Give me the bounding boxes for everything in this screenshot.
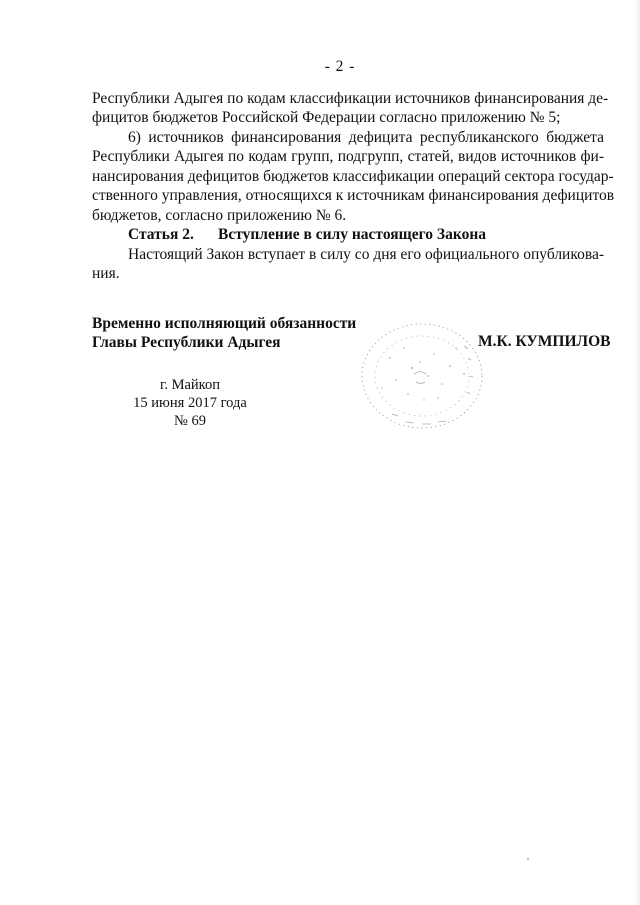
paragraph-continuation bbox=[92, 89, 609, 128]
signatory-name: М.К. КУМПИЛОВ bbox=[478, 333, 611, 350]
paragraph-line: бюджетов, согласно приложению № 6. bbox=[92, 206, 347, 224]
scan-speck bbox=[527, 858, 529, 860]
paragraph-line: Республики Адыгея по кодам классификации источников финансирования де- bbox=[92, 90, 609, 107]
article-title: Вступление в силу настоящего Закона bbox=[218, 226, 487, 243]
date-label: 15 июня 2017 года bbox=[133, 395, 247, 411]
paragraph-item-6 bbox=[92, 128, 615, 225]
page-edge-shadow bbox=[634, 0, 640, 905]
article-body bbox=[92, 245, 604, 284]
page-number: - 2 - bbox=[324, 58, 356, 75]
paragraph-line: ственного управления, относящихся к источникам финансирования дефицитов bbox=[92, 187, 615, 205]
paragraph-line: Республики Адыгея по кодам групп, подгрупп, статей, видов источников фи- bbox=[92, 148, 604, 166]
article-number: Статья 2. bbox=[128, 226, 194, 243]
paragraph-line: Настоящий Закон вступает в силу со дня его официального опубликова- bbox=[128, 246, 604, 263]
law-number: № 69 bbox=[174, 413, 206, 429]
place-date-block bbox=[130, 376, 250, 430]
article-heading bbox=[128, 226, 486, 244]
signatory-title-line: Главы Республики Адыгея bbox=[92, 334, 281, 352]
paragraph-line: 6) источников финансирования дефицита республиканского бюджета bbox=[128, 129, 604, 146]
signatory-title-line: Временно исполняющий обязанности bbox=[92, 315, 357, 332]
official-seal-stamp bbox=[352, 318, 492, 436]
paragraph-line: ния. bbox=[92, 265, 120, 283]
city-label: г. Майкоп bbox=[160, 377, 220, 393]
paragraph-line: фицитов бюджетов Российской Федерации согласно приложению № 5; bbox=[92, 109, 561, 127]
signatory-title bbox=[92, 314, 356, 353]
paragraph-line: нансирования дефицитов бюджетов классификации операций сектора государ- bbox=[92, 167, 614, 185]
